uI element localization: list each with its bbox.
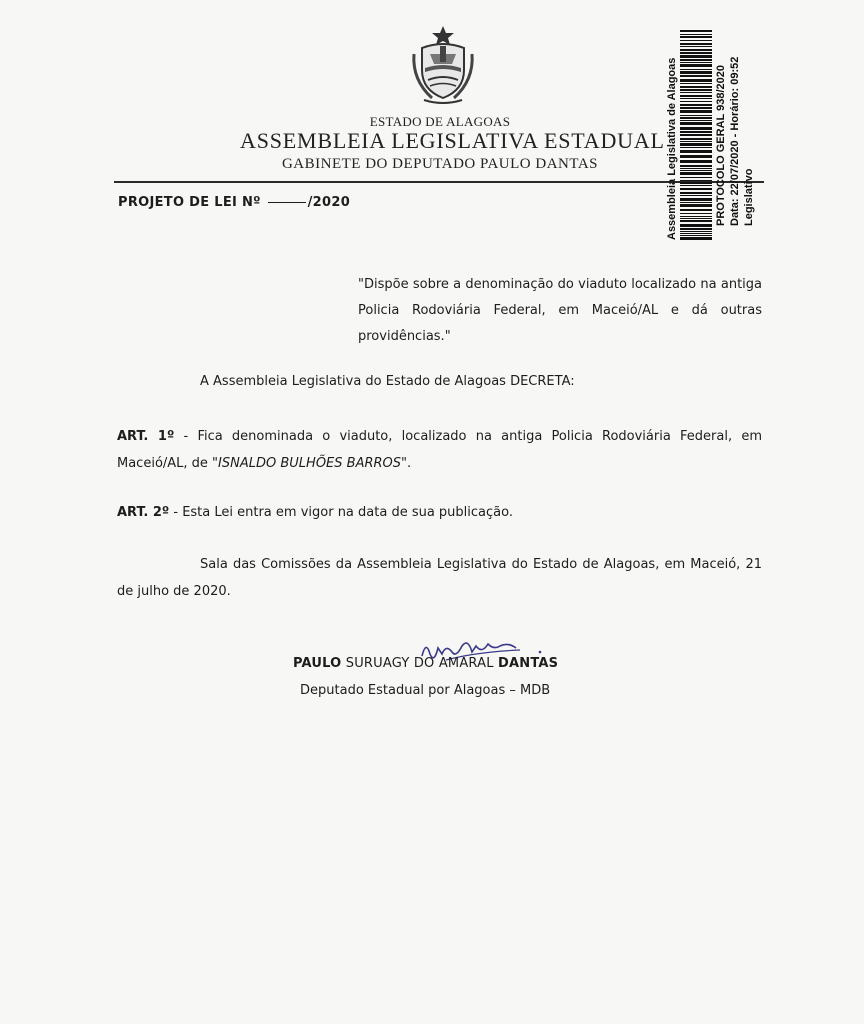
article-2-label: ART. 2º (117, 505, 170, 520)
alagoas-coat-of-arms-icon (410, 24, 476, 106)
article-1-end: ". (401, 456, 412, 471)
closing-place-date: Sala das Comissões da Assembleia Legislativa do Estado de Alagoas, em Maceió, 21 de julho de 2020. (117, 557, 762, 599)
article-2-text: - Esta Lei entra em vigor na data de sua publicação. (169, 505, 513, 520)
article-2 (117, 499, 762, 526)
stamp-barcode-label: Assembleia Legislativa de Alagoas (666, 57, 678, 240)
bill-number-blank (268, 202, 306, 203)
article-1-honoree: ISNALDO BULHÕES BARROS (218, 456, 402, 471)
bill-title (118, 195, 350, 210)
signer-last: DANTAS (498, 656, 559, 671)
signer-first: PAULO (293, 656, 342, 671)
bill-title-suffix: /2020 (307, 195, 351, 210)
header-assembly: ASSEMBLEIA LEGISLATIVA ESTADUAL (240, 128, 665, 153)
signer-middle: SURUAGY DO AMARAL (341, 656, 499, 671)
signer-role: Deputado Estadual por Alagoas – MDB (300, 683, 551, 698)
stamp-datetime: Data: 22/07/2020 - Horário: 09:52 (729, 56, 741, 226)
signer-name (293, 656, 558, 671)
stamp-sector: Legislativo (743, 168, 755, 226)
enacting-clause: A Assembleia Legislativa do Estado de Alagoas DECRETA: (200, 374, 575, 389)
header-state: ESTADO DE ALAGOAS (369, 114, 511, 129)
bill-title-prefix: PROJETO DE LEI Nº (118, 195, 261, 210)
header-office: GABINETE DO DEPUTADO PAULO DANTAS (281, 156, 599, 172)
article-1 (117, 423, 762, 477)
stamp-protocol: PROTOCOLO GERAL 938/2020 (715, 65, 727, 226)
article-1-label: ART. 1º (117, 429, 175, 444)
article-1-text: - Fica denominada o viaduto, localizado na antiga Policia Rodoviária Federal, em Maceió/AL, de " (117, 429, 762, 471)
bill-summary: "Dispõe sobre a denominação do viaduto localizado na antiga Policia Rodoviária Federal, em Maceió/AL e dá outras providências." (358, 277, 762, 344)
barcode-icon (680, 30, 712, 240)
